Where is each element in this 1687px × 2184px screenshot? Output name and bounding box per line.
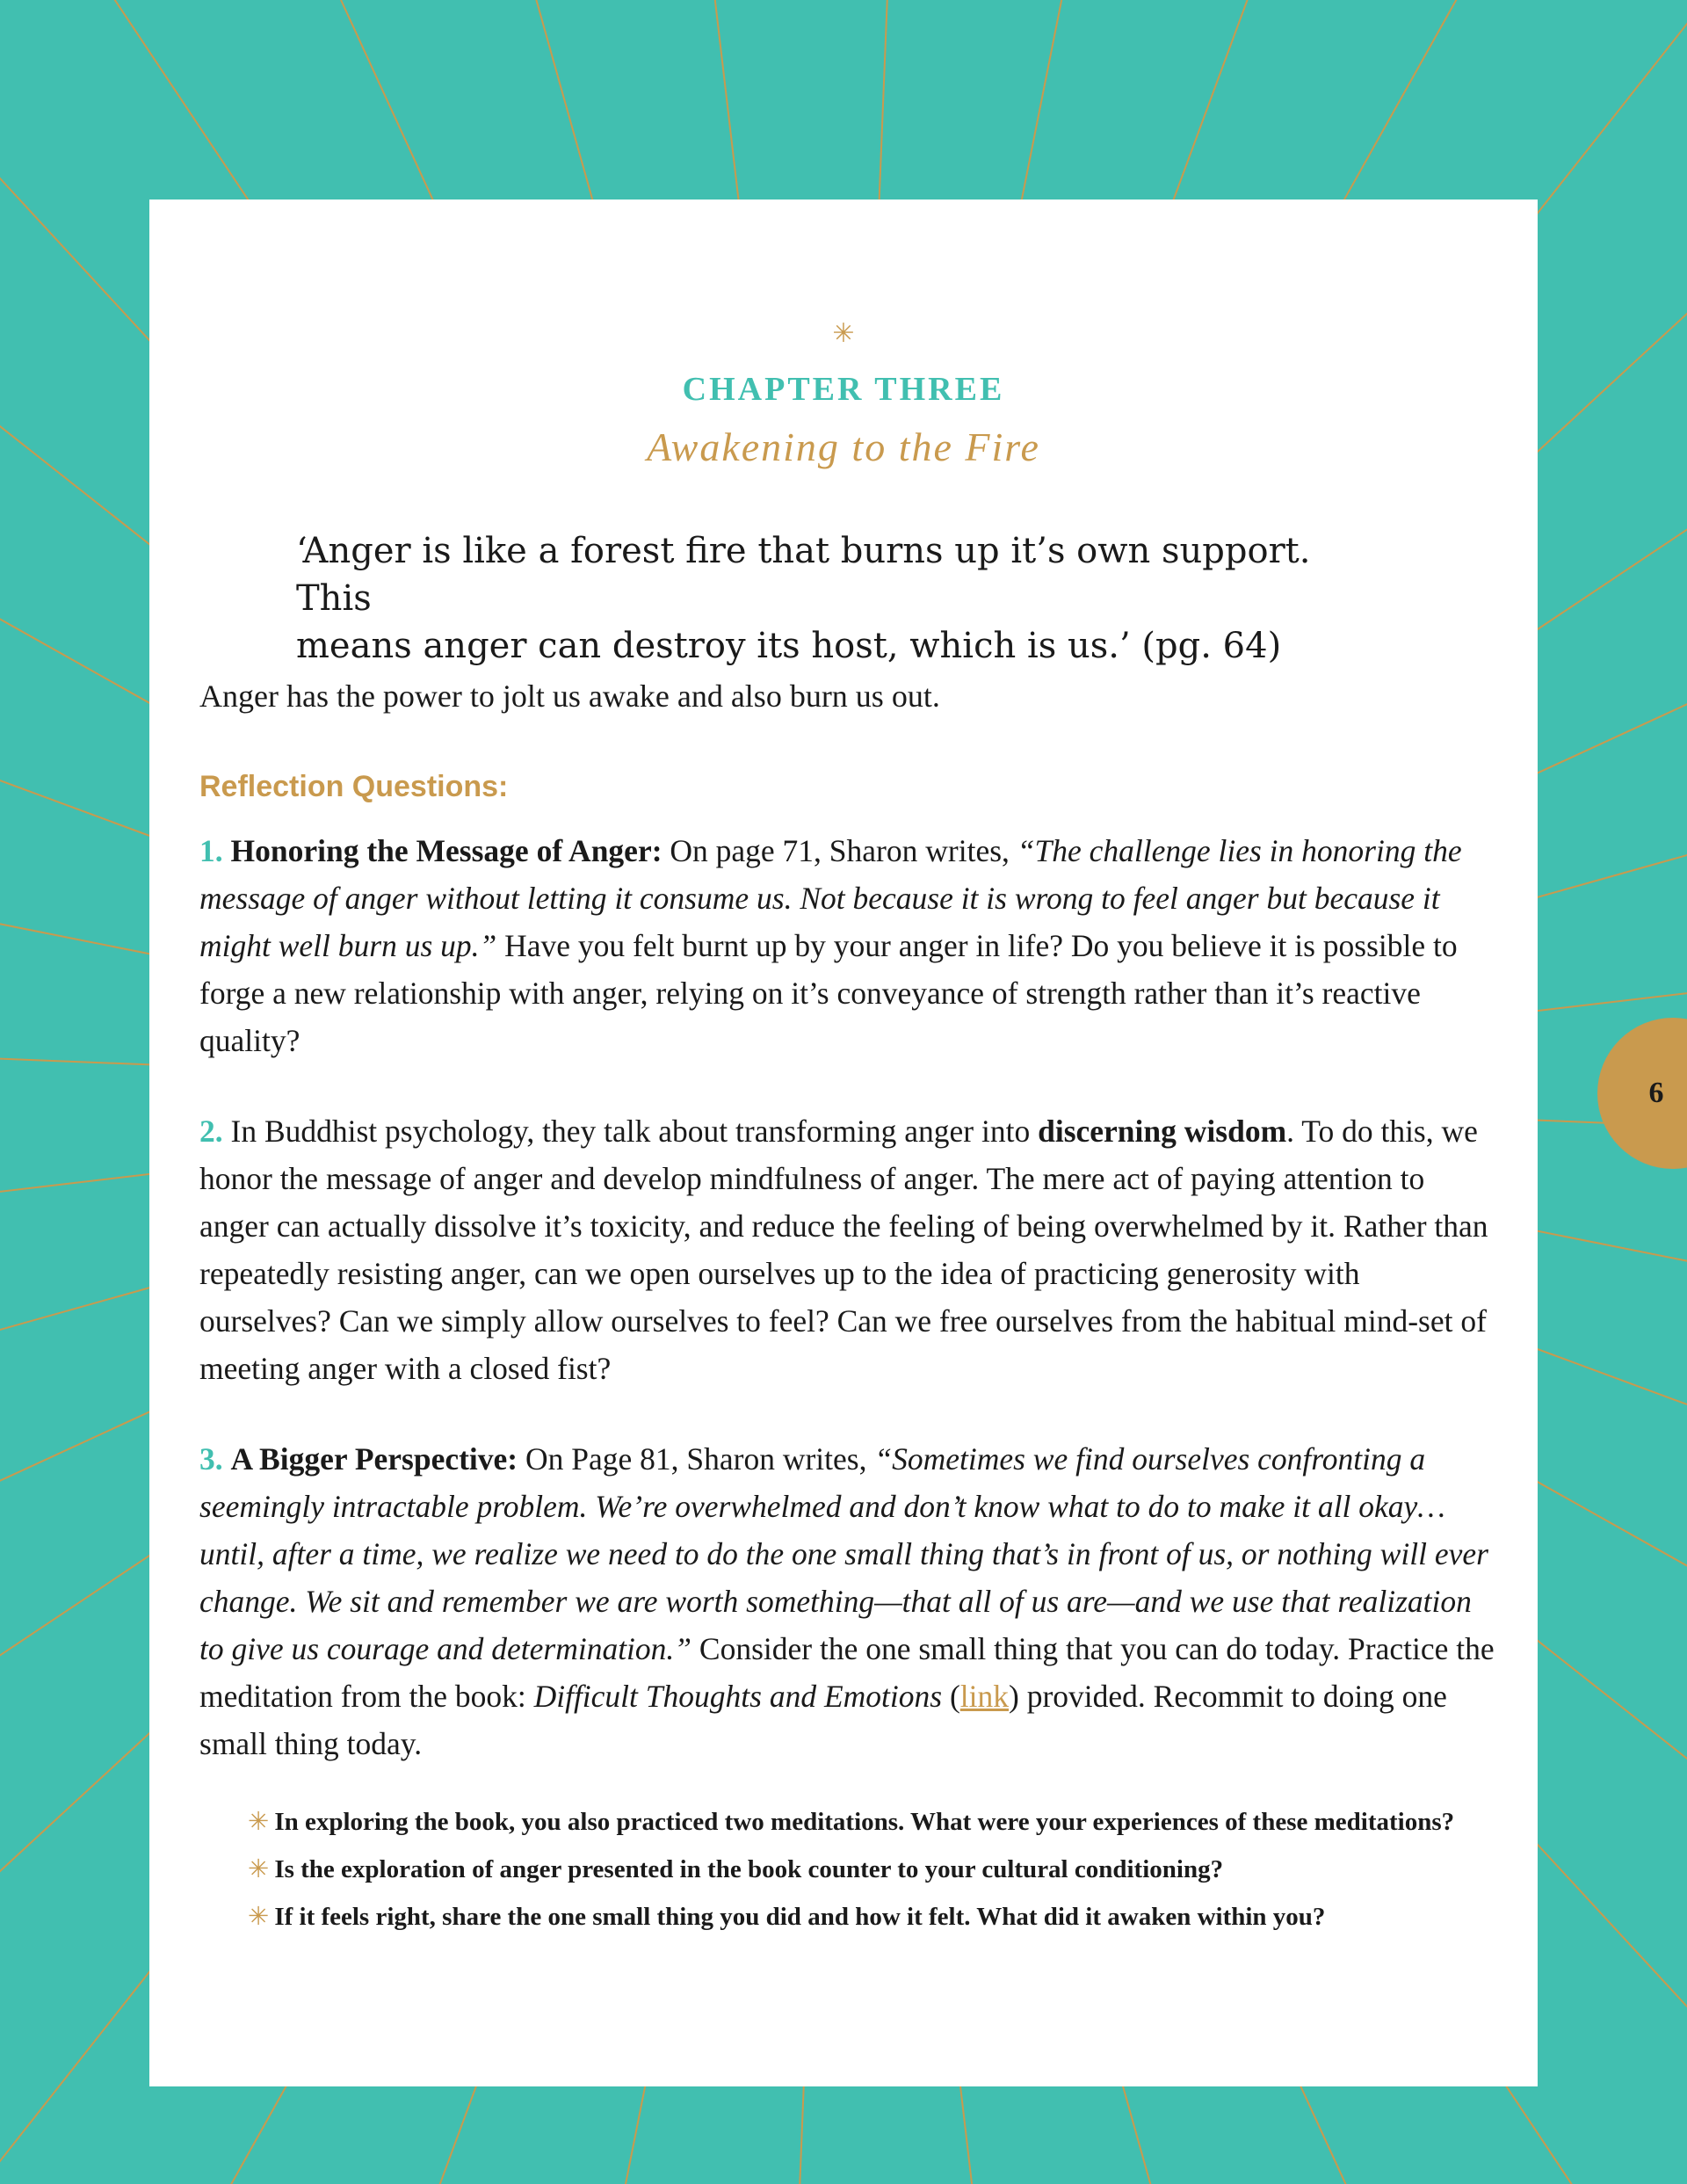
- question-number: 3.: [199, 1441, 223, 1477]
- question-after-link: provided. Recommit to doing one small thing today.: [199, 1679, 1447, 1761]
- bullet-item: [248, 1851, 1478, 1887]
- meditation-title: Difficult Thoughts and Emotions: [533, 1679, 943, 1714]
- question-term: discerning wisdom: [1038, 1114, 1287, 1149]
- epigraph-line: means anger can destroy its host, which is us.’ (pg. 64): [296, 626, 1282, 666]
- question-2: [199, 1107, 1498, 1392]
- bullet-item: [248, 1803, 1478, 1839]
- question-lead: On page 71, Sharon writes,: [670, 833, 1010, 868]
- question-title: A Bigger Perspective:: [230, 1441, 518, 1477]
- asterisk-star-icon: ✳: [248, 1901, 270, 1931]
- question-3: [199, 1435, 1498, 1767]
- question-lead: On Page 81, Sharon writes,: [525, 1441, 867, 1477]
- question-quote: “Sometimes we find ourselves confronting a seemingly intractable problem. We’re overwhelmed and don’t know what to do to make it all okay…until, after a time, we realize we need to do the one small thing that’s in front of us, or nothing will ever change. We sit and remember we are worth something—that all of us are—and we use that realization to give us courage and determination.”: [199, 1441, 1488, 1666]
- question-body: Consider the one small thing that you can do today. Practice the meditation from the book:: [199, 1631, 1495, 1714]
- question-1: [199, 827, 1498, 1064]
- page-number: 6: [1648, 1077, 1664, 1109]
- question-body: Have you felt burnt up by your anger in life? Do you believe it is possible to forge a new relationship with anger, relying on it’s conveyance of strength rather than it’s reactive quality?: [199, 928, 1458, 1058]
- question-lead: In Buddhist psychology, they talk about transforming anger into: [230, 1114, 1031, 1149]
- question-term-end: .: [1286, 1114, 1295, 1149]
- bullet-item: [248, 1898, 1478, 1934]
- bullet-text: If it feels right, share the one small thing you did and how it felt. What did it awaken within you?: [274, 1903, 1326, 1931]
- asterisk-star-icon: ✳: [248, 1854, 270, 1883]
- asterisk-star-icon: ✳: [248, 1806, 270, 1836]
- chapter-label: CHAPTER THREE: [682, 371, 1005, 408]
- question-number: 1.: [199, 833, 223, 868]
- discussion-bullets: [248, 1803, 1478, 1946]
- asterisk-star-icon: ✳: [832, 318, 855, 349]
- question-body: To do this, we honor the message of anger and develop mindfulness of anger. The mere act of paying attention to anger can actually dissolve it’s toxicity, and reduce the feeling of being overwhelmed by it. Rather than repeatedly resisting anger, can we open ourselves up to the idea of practicing generosity with ourselves? Can we simply allow ourselves to feel? Can we free ourselves from the habitual mind-set of meeting anger with a closed fist?: [199, 1114, 1488, 1386]
- reflection-heading: Reflection Questions:: [199, 770, 509, 803]
- paren-close: ): [1009, 1679, 1019, 1714]
- paren-open: (: [949, 1679, 960, 1714]
- intro-text: Anger has the power to jolt us awake and also burn us out.: [199, 678, 940, 714]
- question-title: Honoring the Message of Anger:: [230, 833, 662, 868]
- bullet-text: In exploring the book, you also practiced two meditations. What were your experiences of these meditations?: [274, 1808, 1455, 1836]
- question-quote: “The challenge lies in honoring the message of anger without letting it consume us. Not because it is wrong to feel anger but because it might well burn us up.”: [199, 833, 1462, 963]
- chapter-title: Awakening to the Fire: [647, 424, 1040, 469]
- epigraph-line: ‘Anger is like a forest fire that burns up it’s own support. This: [296, 531, 1311, 619]
- bullet-text: Is the exploration of anger presented in the book counter to your cultural conditioning?: [274, 1855, 1224, 1883]
- meditation-link[interactable]: link: [959, 1679, 1009, 1714]
- epigraph-quote: [296, 527, 1394, 670]
- question-number: 2.: [199, 1114, 223, 1149]
